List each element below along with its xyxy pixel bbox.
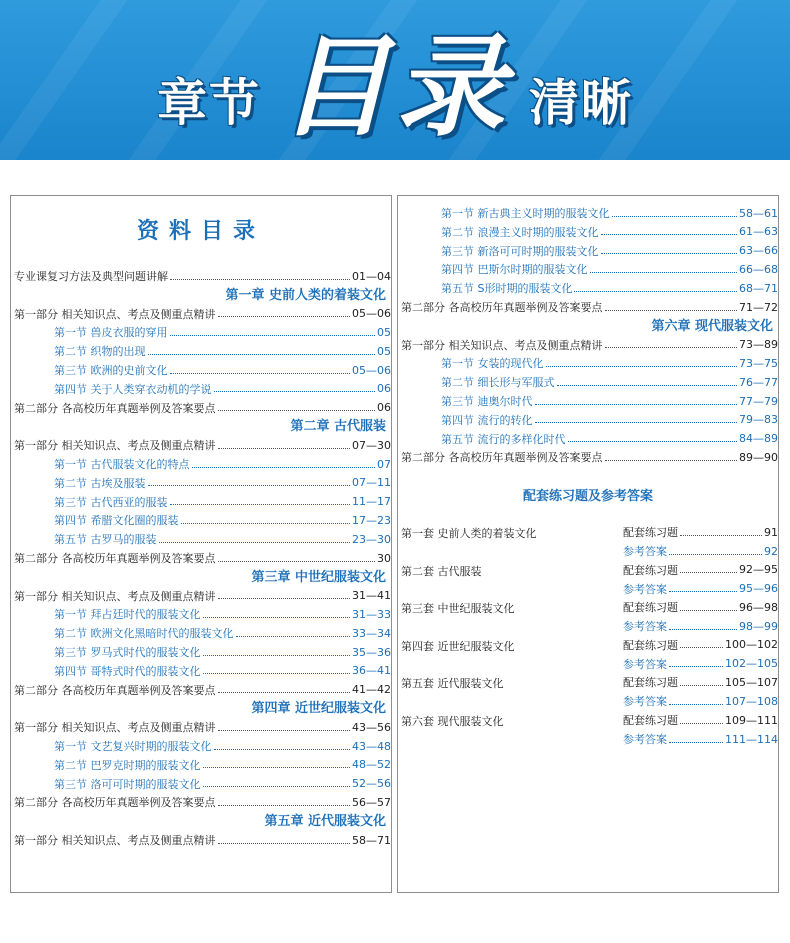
toc-part-row: [14, 267, 391, 285]
practice-label: 配套练习题: [623, 676, 678, 690]
dot-leader: [218, 805, 351, 806]
toc-section-row: [441, 392, 778, 410]
toc-section-row: [54, 530, 391, 548]
dot-leader: [601, 253, 738, 254]
exercise-set-name: 第三套 中世纪服装文化: [401, 602, 515, 616]
toc-page-range: 06: [377, 401, 391, 415]
toc-section-row: [54, 323, 391, 341]
exercise-answer-row: [623, 655, 778, 673]
toc-page-range: 73—89: [739, 338, 778, 352]
toc-page-range: 68—71: [739, 281, 778, 295]
toc-page-range: 73—75: [739, 356, 778, 370]
toc-page-range: 30: [377, 551, 391, 565]
dot-leader: [669, 629, 737, 630]
toc-entry-label: 第二节 细长形与军服式: [441, 376, 555, 390]
toc-section-row: [54, 511, 391, 529]
toc-entry-label: 第一部分 相关知识点、考点及侧重点精讲: [14, 439, 216, 453]
toc-entry-label: 第一部分 相关知识点、考点及侧重点精讲: [14, 589, 216, 603]
exercise-set-name: 第五套 近代服装文化: [401, 677, 504, 691]
toc-section-row: [441, 373, 778, 391]
exercise-set-name: 第二套 古代服装: [401, 564, 482, 578]
practice-label: 配套练习题: [623, 601, 678, 615]
dot-leader: [574, 291, 737, 292]
dot-leader: [148, 485, 351, 486]
toc-page-range: 06: [377, 382, 391, 396]
practice-page-range: 96—98: [739, 600, 778, 614]
toc-page-range: 43—48: [352, 739, 391, 753]
toc-entry-label: 第三节 洛可可时期的服装文化: [54, 777, 201, 791]
answer-label: 参考答案: [623, 695, 667, 709]
exercise-set-name: 第四套 近世纪服装文化: [401, 639, 515, 653]
dot-leader: [680, 647, 723, 648]
toc-title: 资料目录: [136, 219, 265, 244]
dot-leader: [669, 742, 723, 743]
dot-leader: [546, 366, 738, 367]
toc-part-row: [401, 298, 778, 316]
exercise-answer-row: [623, 542, 778, 560]
answer-page-range: 111—114: [725, 732, 778, 746]
dot-leader: [612, 216, 738, 217]
dot-leader: [203, 767, 351, 768]
exercise-practice-row: [623, 561, 778, 579]
toc-part-row: [14, 681, 391, 699]
toc-part-row: [14, 549, 391, 567]
toc-page-range: 58—61: [739, 206, 778, 220]
dot-leader: [218, 730, 351, 731]
toc-part-row: [14, 436, 391, 454]
toc-section-row: [441, 204, 778, 222]
toc-page-range: 01—04: [352, 269, 391, 283]
toc-page-range: 61—63: [739, 225, 778, 239]
dot-leader: [218, 561, 376, 562]
dot-leader: [203, 655, 351, 656]
chapter-heading: 第四章 近世纪服装文化: [251, 701, 386, 717]
dot-leader: [170, 335, 376, 336]
dot-leader: [218, 692, 351, 693]
toc-page-range: 79—83: [739, 413, 778, 427]
toc-entry-label: 第四节 巴斯尔时期的服装文化: [441, 263, 588, 277]
toc-page-range: 05—06: [352, 363, 391, 377]
toc-section-row: [441, 223, 778, 241]
chapter-heading: 第六章 现代服装文化: [651, 318, 773, 334]
toc-entry-label: 第一部分 相关知识点、考点及侧重点精讲: [14, 307, 216, 321]
toc-entry-label: 第二部分 各高校历年真题举例及答案要点: [14, 552, 216, 565]
toc-section-row: [54, 361, 391, 379]
dot-leader: [669, 704, 723, 705]
toc-page-range: 05: [377, 325, 391, 339]
toc-page-range: 48—52: [352, 758, 391, 772]
practice-page-range: 92—95: [739, 563, 778, 577]
dot-leader: [535, 404, 738, 405]
toc-page-range: 43—56: [352, 720, 391, 734]
dot-leader: [218, 316, 351, 317]
toc-entry-label: 第三节 迪奥尔时代: [441, 395, 533, 408]
dot-leader: [203, 786, 351, 787]
toc-entry-label: 第二节 织物的出现: [54, 345, 146, 359]
toc-page-range: 41—42: [352, 683, 391, 697]
dot-leader: [680, 572, 737, 573]
toc-page-range: 07—30: [352, 438, 391, 452]
answer-label: 参考答案: [623, 657, 667, 671]
toc-entry-label: 第五节 流行的多样化时代: [441, 432, 566, 446]
dot-leader: [148, 354, 376, 355]
dot-leader: [236, 636, 351, 637]
toc-page-range: 05—06: [352, 307, 391, 321]
banner-title-part3: 清晰: [529, 74, 633, 132]
dot-leader: [605, 460, 738, 461]
dot-leader: [557, 385, 738, 386]
toc-part-row: [401, 336, 778, 354]
toc-part-row: [14, 831, 391, 849]
chapter-heading: 第二章 古代服装: [290, 419, 386, 435]
dot-leader: [218, 410, 376, 411]
exercise-practice-row: [623, 636, 778, 654]
practice-page-range: 100—102: [725, 638, 778, 652]
dot-leader: [680, 723, 723, 724]
toc-page-range: 77—79: [739, 394, 778, 408]
toc-section-row: [54, 493, 391, 511]
toc-entry-label: 第四节 流行的转化: [441, 413, 533, 427]
toc-page-range: 31—41: [352, 589, 391, 603]
toc-part-row: [14, 399, 391, 417]
exercise-answer-row: [623, 692, 778, 710]
exercise-set-name: 第一套 史前人类的着装文化: [401, 527, 537, 540]
exercise-practice-row: [623, 711, 778, 729]
answer-page-range: 95—96: [739, 582, 778, 596]
chapter-heading: 第五章 近代服装文化: [264, 814, 386, 830]
dot-leader: [218, 843, 351, 844]
toc-page-range: 71—72: [739, 300, 778, 314]
toc-part-row: [14, 793, 391, 811]
dot-leader: [605, 310, 738, 311]
dot-leader: [680, 610, 737, 611]
toc-page-range: 52—56: [352, 777, 391, 791]
toc-entry-label: 第一部分 相关知识点、考点及侧重点精讲: [401, 338, 603, 352]
toc-page-range: 07—11: [352, 476, 391, 490]
answer-label: 参考答案: [623, 620, 667, 634]
toc-page-range: 89—90: [739, 450, 778, 464]
toc-page-range: 76—77: [739, 375, 778, 389]
answer-label: 参考答案: [623, 545, 667, 558]
chapter-heading: 第一章 史前人类的着装文化: [225, 287, 386, 303]
dot-leader: [159, 542, 351, 543]
toc-section-row: [54, 342, 391, 360]
toc-section-row: [441, 354, 778, 372]
banner-title-part2: 目录: [279, 23, 511, 151]
toc-part-row: [14, 718, 391, 736]
toc-entry-label: 第二部分 各高校历年真题举例及答案要点: [14, 796, 216, 810]
dot-leader: [218, 448, 351, 449]
dot-leader: [181, 523, 351, 524]
dot-leader: [601, 234, 738, 235]
toc-section-row: [54, 474, 391, 492]
toc-entry-label: 第二节 古埃及服装: [54, 476, 146, 490]
dot-leader: [669, 666, 723, 667]
toc-entry-label: 专业课复习方法及典型问题讲解: [14, 270, 168, 283]
toc-page-range: 35—36: [352, 645, 391, 659]
dot-leader: [680, 535, 762, 536]
toc-entry-label: 第一节 拜占廷时代的服装文化: [54, 608, 201, 622]
answer-page-range: 98—99: [739, 619, 778, 633]
header-banner: [0, 0, 790, 160]
toc-entry-label: 第二部分 各高校历年真题举例及答案要点: [14, 683, 216, 697]
toc-section-row: [54, 775, 391, 793]
toc-section-row: [441, 260, 778, 278]
dot-leader: [568, 441, 738, 442]
toc-section-row: [54, 756, 391, 774]
toc-page-range: 36—41: [352, 664, 391, 678]
exercise-practice-row: [623, 598, 778, 616]
toc-section-row: [54, 605, 391, 623]
dot-leader: [192, 467, 376, 468]
toc-entry-label: 第四节 哥特式时代的服装文化: [54, 664, 201, 678]
toc-entry-label: 第二部分 各高校历年真题举例及答案要点: [401, 301, 603, 314]
toc-section-row: [54, 455, 391, 473]
toc-entry-label: 第五节 S形时期的服装文化: [441, 282, 573, 296]
toc-part-row: [14, 587, 391, 605]
dot-leader: [605, 347, 738, 348]
toc-section-row: [54, 662, 391, 680]
dot-leader: [170, 504, 351, 505]
dot-leader: [203, 617, 351, 618]
dot-leader: [170, 279, 350, 280]
toc-page-range: 58—71: [352, 833, 391, 847]
toc-entry-label: 第三节 欧洲的史前文化: [54, 364, 168, 377]
answer-page-range: 92: [764, 544, 778, 558]
practice-page-range: 105—107: [725, 675, 778, 689]
dot-leader: [218, 598, 351, 599]
banner-title-part1: 章节: [157, 74, 261, 132]
dot-leader: [170, 373, 351, 374]
answer-label: 参考答案: [623, 733, 667, 746]
dot-leader: [680, 685, 723, 686]
dot-leader: [669, 591, 737, 592]
toc-entry-label: 第一节 女装的现代化: [441, 357, 544, 371]
toc-page-range: 23—30: [352, 532, 391, 546]
answer-page-range: 102—105: [725, 657, 778, 671]
practice-page-range: 109—111: [725, 713, 778, 727]
exercise-answer-row: [623, 580, 778, 598]
toc-entry-label: 第二部分 各高校历年真题举例及答案要点: [401, 451, 603, 465]
exercise-answer-row: [623, 730, 778, 748]
answer-page-range: 107—108: [725, 694, 778, 708]
chapter-heading: 第三章 中世纪服装文化: [251, 569, 386, 585]
toc-page-range: 84—89: [739, 432, 778, 446]
toc-entry-label: 第一节 新古典主义时期的服装文化: [441, 207, 610, 220]
toc-section-row: [441, 279, 778, 297]
toc-entry-label: 第一部分 相关知识点、考点及侧重点精讲: [14, 721, 216, 735]
toc-page-range: 31—33: [352, 607, 391, 621]
toc-page-range: 63—66: [739, 244, 778, 258]
practice-label: 配套练习题: [623, 714, 678, 727]
toc-section-row: [54, 737, 391, 755]
exercise-practice-row: [623, 673, 778, 691]
toc-entry-label: 第二节 巴罗克时期的服装文化: [54, 758, 201, 772]
toc-entry-label: 第三节 罗马式时代的服装文化: [54, 646, 201, 659]
toc-page-range: 11—17: [352, 495, 391, 509]
toc-entry-label: 第二节 欧洲文化黑暗时代的服装文化: [54, 627, 234, 641]
toc-page-range: 05: [377, 344, 391, 358]
toc-page-range: 66—68: [739, 262, 778, 276]
exercise-section-title: 配套练习题及参考答案: [522, 489, 653, 504]
toc-entry-label: 第二节 浪漫主义时期的服装文化: [441, 225, 599, 239]
dot-leader: [669, 554, 762, 555]
exercise-answer-row: [623, 617, 778, 635]
toc-page-range: 17—23: [352, 513, 391, 527]
toc-entry-label: 第四节 关于人类穿衣动机的学说: [54, 382, 212, 396]
toc-entry-label: 第一部分 相关知识点、考点及侧重点精讲: [14, 834, 216, 847]
toc-entry-label: 第三节 古代西亚的服装: [54, 495, 168, 509]
toc-section-row: [54, 643, 391, 661]
toc-entry-label: 第一节 古代服装文化的特点: [54, 458, 190, 471]
practice-label: 配套练习题: [623, 638, 678, 652]
toc-panel-right: [397, 195, 779, 893]
toc-page-range: 07: [377, 457, 391, 471]
toc-entry-label: 第三节 新洛可可时期的服装文化: [441, 244, 599, 258]
toc-section-row: [441, 242, 778, 260]
banner-title: [0, 22, 790, 151]
toc-entry-label: 第五节 古罗马的服装: [54, 533, 157, 547]
toc-panel-left: [10, 195, 392, 893]
toc-section-row: [54, 624, 391, 642]
toc-part-row: [14, 305, 391, 323]
dot-leader: [535, 422, 738, 423]
exercise-practice-row: [623, 523, 778, 541]
toc-entry-label: 第一节 文艺复兴时期的服装文化: [54, 740, 212, 753]
practice-label: 配套练习题: [623, 526, 678, 539]
exercise-set-name: 第六套 现代服装文化: [401, 715, 504, 728]
toc-page-range: 56—57: [352, 795, 391, 809]
toc-entry-label: 第一节 兽皮衣服的穿用: [54, 326, 168, 340]
dot-leader: [203, 673, 351, 674]
practice-page-range: 91: [764, 525, 778, 539]
dot-leader: [214, 749, 351, 750]
toc-entry-label: 第二部分 各高校历年真题举例及答案要点: [14, 401, 216, 415]
toc-part-row: [401, 448, 778, 466]
practice-label: 配套练习题: [623, 563, 678, 577]
toc-section-row: [441, 411, 778, 429]
toc-section-row: [441, 430, 778, 448]
answer-label: 参考答案: [623, 582, 667, 596]
toc-section-row: [54, 380, 391, 398]
toc-page-range: 33—34: [352, 626, 391, 640]
toc-entry-label: 第四节 希腊文化圈的服装: [54, 514, 179, 528]
dot-leader: [590, 272, 738, 273]
dot-leader: [214, 391, 376, 392]
